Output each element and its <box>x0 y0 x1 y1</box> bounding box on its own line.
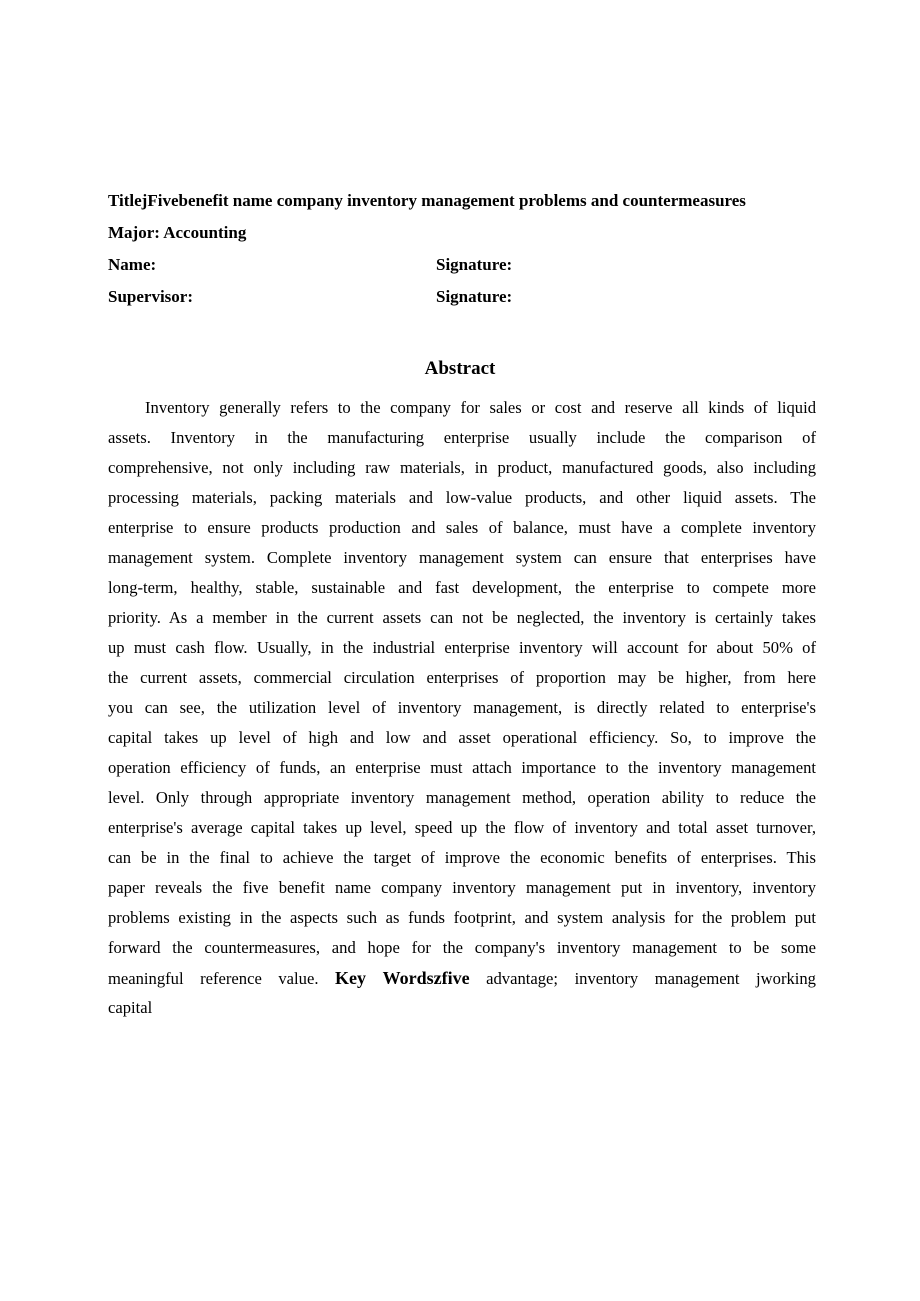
abstract-line: enterprise to ensure products production and sales of balance, must have a complete inventory <box>108 518 816 537</box>
abstract-line: forward the countermeasures, and hope for the company's inventory management to be some <box>108 938 816 957</box>
abstract-line: capital takes up level of high and low and asset operational efficiency. So, to improve the <box>108 728 816 747</box>
supervisor-label: Supervisor: <box>108 287 193 306</box>
abstract-line: long-term, healthy, stable, sustainable and fast development, the enterprise to compete more <box>108 578 816 597</box>
abstract-line-20 <box>108 965 816 995</box>
abstract-line: enterprise's average capital takes up level, speed up the flow of inventory and total asset turnover, <box>108 818 816 837</box>
name-signature-label: Signature: <box>436 255 513 274</box>
thesis-title: TitlejFivebenefit name company inventory management problems and countermeasures <box>108 191 746 210</box>
abstract-heading: Abstract <box>424 358 496 379</box>
abstract-body <box>108 395 816 1025</box>
abstract-line: you can see, the utilization level of inventory management, is directly related to enterprise's <box>108 698 816 717</box>
abstract-line: comprehensive, not only including raw materials, in product, manufactured goods, also including <box>108 458 816 477</box>
major-label: Major: Accounting <box>108 223 247 242</box>
abstract-line: priority. As a member in the current assets can not be neglected, the inventory is certainly takes <box>108 608 816 627</box>
abstract-line: up must cash flow. Usually, in the industrial enterprise inventory will account for about 50% of <box>108 638 816 657</box>
abstract-line: the current assets, commercial circulation enterprises of proportion may be higher, from here <box>108 668 816 687</box>
abstract-line: can be in the final to achieve the target of improve the economic benefits of enterprises. This <box>108 848 816 867</box>
name-label: Name: <box>108 255 157 274</box>
abstract-line-20-pre: meaningful reference value. <box>108 969 336 988</box>
abstract-line: level. Only through appropriate inventory management method, operation ability to reduce the <box>108 788 816 807</box>
abstract-line: assets. Inventory in the manufacturing enterprise usually include the comparison of <box>108 428 816 447</box>
keywords-text: advantage; inventory management jworking <box>469 969 816 988</box>
abstract-line: processing materials, packing materials and low-value products, and other liquid assets. The <box>108 488 816 507</box>
abstract-line: operation efficiency of funds, an enterprise must attach importance to the inventory management <box>108 758 816 777</box>
abstract-last-line: capital <box>108 998 153 1017</box>
abstract-line: problems existing in the aspects such as funds footprint, and system analysis for the problem put <box>108 908 816 927</box>
abstract-line: management system. Complete inventory management system can ensure that enterprises have <box>108 548 816 567</box>
abstract-line: Inventory generally refers to the company for sales or cost and reserve all kinds of liquid <box>145 398 816 417</box>
supervisor-signature-label: Signature: <box>436 287 513 306</box>
abstract-line: paper reveals the five benefit name company inventory management put in inventory, inventory <box>108 878 816 897</box>
keywords-label: Key Wordszfive <box>335 968 470 988</box>
